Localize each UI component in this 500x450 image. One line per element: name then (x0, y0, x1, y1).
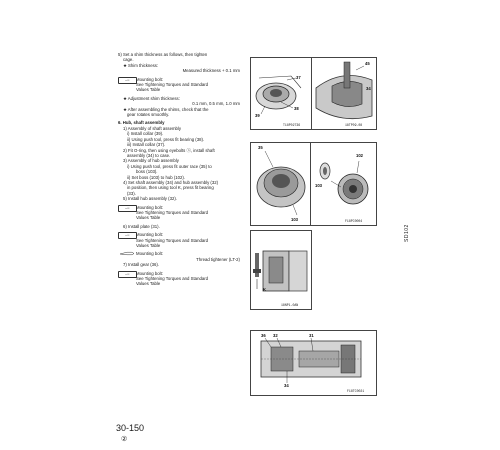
shim-thickness-bullet: ★ Shim thickness: (123, 62, 159, 68)
step-6-5: 5) Install hub assembly (32). (123, 196, 177, 202)
callout-32: 32 (273, 333, 278, 338)
figure-case-shaft (311, 57, 377, 130)
step-5-mounting-label: Mounting bolt: (136, 76, 163, 82)
hub-boss-illustration (251, 143, 311, 225)
callout-34-b: 34 (284, 383, 289, 388)
step-6-3: 3) Assembly of hub assembly (123, 158, 179, 164)
shim-formula: Measured thickness + 0.1 mm (182, 68, 240, 74)
torque-wrench-icon: ⌐═ (118, 271, 137, 278)
step-6-2-a: 2) Fit O-ring, then using eyebolts ⓐ, install shaft (123, 147, 215, 153)
callout-36: 36 (261, 333, 266, 338)
shim-gear-illustration (251, 58, 312, 129)
callout-34: 34 (366, 86, 371, 91)
step-6-7-ref-2: Values Table (136, 281, 161, 287)
figure-hub-assembly (310, 142, 377, 226)
sealant-tube-icon (119, 251, 135, 256)
check-bullet-line-2: gear rotates smoothly. (127, 112, 170, 118)
figure-code: F18TC0021 (347, 389, 365, 393)
step-6-4-b: in position, then using tool K, press fit bearing (127, 185, 214, 191)
figure-code: T18P02736 (283, 123, 301, 127)
figure-press-tool (250, 230, 312, 310)
step-6-1: 1) Assembly of shaft assembly (123, 125, 182, 131)
figure-hub-boss (250, 142, 312, 226)
callout-K: K (263, 287, 267, 292)
callout-37: 37 (296, 75, 301, 80)
step-6-6-mounting-label-2: Mounting bolt: (136, 251, 163, 257)
adjust-shim-bullet: ★ Adjustment shim thickness: (123, 95, 180, 101)
figure-code: F18PC0004 (345, 219, 363, 223)
step-5-title-cont: cage. (123, 57, 134, 63)
step-6-5-mounting-label: Mounting bolt: (136, 204, 163, 210)
step-6-1-i: i) Install collar (39). (127, 131, 164, 137)
step-6-6: 6) Install plate (31). (123, 223, 160, 229)
step-6-3-i-b: boss (103). (136, 169, 158, 175)
thread-tightener: Thread tightener (LT-2) (196, 256, 240, 262)
callout-45: 45 (365, 61, 370, 66)
step-6-6-ref-1: See Tightening Torques and Standard (136, 237, 209, 243)
torque-wrench-icon: ⌐═ (118, 205, 137, 212)
figure-section-view (250, 330, 377, 396)
step-6-1-iii: iii) Install collar (37). (127, 142, 166, 148)
step-6-3-ii: ii) Set boss (103) to hub (102). (127, 174, 186, 180)
step-5-ref-1: See Tightening Torques and Standard (136, 82, 209, 88)
case-shaft-illustration (312, 58, 376, 129)
torque-wrench-icon: ⌐═ (118, 232, 137, 239)
step-6-7-ref-1: See Tightening Torques and Standard (136, 276, 209, 282)
step-5-title: 5) Set a shim thickness as follows, then tighten (118, 52, 208, 57)
step-6-5-ref-2: Values Table (136, 215, 161, 221)
figure-code: 18NP1-0AN (281, 303, 299, 307)
side-doc-code: SD102 (404, 224, 410, 242)
shim-sizes: 0.1 mm, 0.5 mm, 1.0 mm (192, 101, 240, 107)
callout-103: 103 (291, 217, 298, 222)
press-tool-illustration (251, 231, 311, 309)
step-6-4-c: (33). (127, 190, 136, 196)
step-6-1-ii: ii) Using push tool, press fit bearing (38). (127, 136, 205, 142)
check-bullet-line-1: ★ After assembling the shims, check that the (123, 106, 209, 112)
step-6-2-b: assembly (34) to case. (127, 152, 171, 158)
page-number: 30-150 (116, 423, 145, 433)
callout-103-b: 103 (315, 183, 322, 188)
step-6-5-ref-1: See Tightening Torques and Standard (136, 209, 209, 215)
callout-31: 31 (309, 333, 314, 338)
step-6-6-ref-2: Values Table (136, 243, 161, 248)
callout-102: 102 (356, 153, 363, 158)
instruction-text-column (118, 52, 246, 287)
step-6-7-mounting-label: Mounting bolt: (136, 270, 163, 276)
callout-38: 38 (294, 106, 299, 111)
section-view-illustration (251, 331, 376, 395)
callout-35: 35 (258, 145, 263, 150)
torque-wrench-icon: ⌐═ (118, 77, 137, 84)
figure-code: 18TP09-08 (345, 123, 363, 127)
figure-shim-gear (250, 57, 313, 130)
callout-39: 39 (255, 113, 260, 118)
step-6-3-i-a: i) Using push tool, press fit outer race (35) to (127, 163, 212, 169)
step-6-6-mounting-label: Mounting bolt: (136, 232, 163, 238)
revision-mark: ② (121, 436, 128, 443)
step-5-ref-2: Values Table (136, 87, 161, 93)
step-6-4-a: 4) Set shaft assembly (34) and hub assembly (32) (123, 179, 219, 185)
step-6-7: 7) Install gear (36). (123, 262, 160, 268)
section-6-heading: 6. Hub, shaft assembly (118, 120, 165, 126)
